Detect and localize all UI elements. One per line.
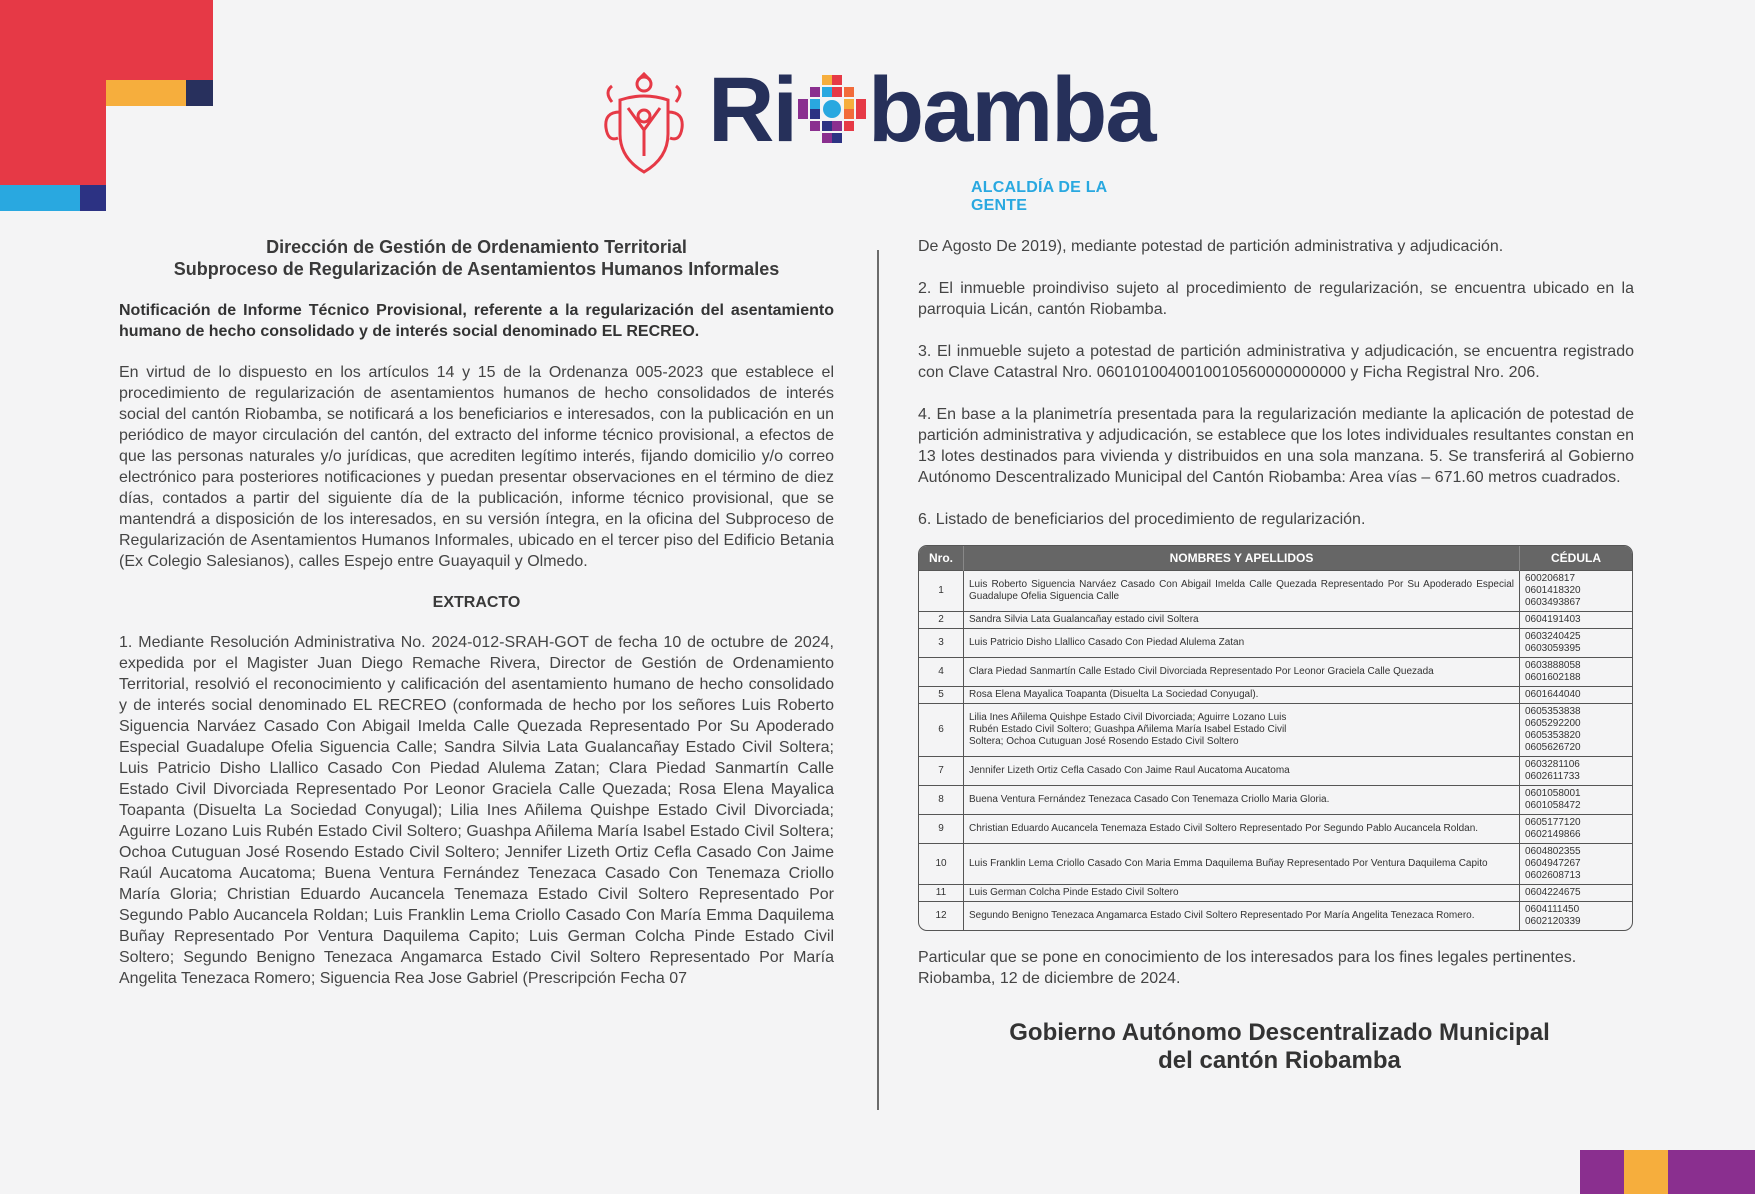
signature-line-1: Gobierno Autónomo Descentralizado Municipal — [1009, 1019, 1550, 1046]
row-number: 9 — [919, 815, 964, 844]
beneficiaries-table — [918, 545, 1633, 931]
decor-cutout — [106, 106, 213, 211]
row-name: Buena Ventura Fernández Tenezaca Casado Con Tenemaza Criollo Maria Gloria. — [964, 786, 1520, 815]
extract-heading: EXTRACTO — [432, 594, 521, 611]
row-number: 4 — [919, 658, 964, 687]
row-cedula: 0604802355 0604947267 0602608713 — [1520, 844, 1633, 885]
left-column — [119, 236, 834, 989]
decor-navy-square — [186, 80, 213, 106]
table-row — [919, 629, 1632, 658]
header-cedula: CÉDULA — [1520, 546, 1633, 571]
closing-paragraph — [918, 947, 1641, 989]
closing-text: Particular que se pone en conocimiento de los interesados para los fines legales pertinentes. — [918, 949, 1577, 966]
table-row — [919, 687, 1632, 704]
row-name: Clara Piedad Sanmartín Calle Estado Civil Divorciada Representado Por Leonor Graciela Calle Quezada — [964, 658, 1520, 687]
row-cedula: 0605353838 0605292200 0605353820 0605626720 — [1520, 704, 1633, 757]
row-number: 11 — [919, 885, 964, 902]
row-cedula: 0605177120 0602149866 — [1520, 815, 1633, 844]
table-row — [919, 815, 1632, 844]
row-number: 8 — [919, 786, 964, 815]
brand-tagline: ALCALDÍA DE LA GENTE — [971, 179, 1107, 214]
row-name: Segundo Benigno Tenezaca Angamarca Estado Civil Soltero Representado Por María Angelita Tenezaca Romero. — [964, 902, 1520, 931]
header-nro: Nro. — [919, 546, 964, 571]
point-3: 3. El inmueble sujeto a potestad de partición administrativa y adjudicación, se encuentra registrado con Clave Catastral Nro. 0601010040010010560000000000 y Ficha Registral Nro. 206. — [918, 343, 1634, 381]
table-row — [919, 885, 1632, 902]
table-row — [919, 658, 1632, 687]
row-cedula: 0603281106 0602611733 — [1520, 757, 1633, 786]
brand-prefix: Ri — [708, 59, 796, 161]
decor-yellow-block — [1624, 1150, 1668, 1194]
riobamba-logo — [598, 59, 1158, 214]
row-name: Luis Patricio Disho Llallico Casado Con Piedad Alulema Zatan — [964, 629, 1520, 658]
coat-of-arms-icon — [598, 72, 690, 180]
table-body — [919, 571, 1632, 931]
row-number: 10 — [919, 844, 964, 885]
table-row — [919, 612, 1632, 629]
date-line: Riobamba, 12 de diciembre de 2024. — [918, 970, 1181, 987]
signature-line-2: del cantón Riobamba — [1158, 1047, 1401, 1074]
row-name: Luis Roberto Siguencia Narváez Casado Con Abigail Imelda Calle Quezada Representado Por Su Apoderado Especial Guadalupe Ofelia Siguencia Calle — [964, 571, 1520, 612]
table-row — [919, 757, 1632, 786]
decor-purple-block-2 — [1668, 1150, 1755, 1194]
row-name: Sandra Silvia Lata Gualancañay estado civil Soltera — [964, 612, 1520, 629]
row-cedula: 0604224675 — [1520, 885, 1633, 902]
right-column — [918, 236, 1634, 1075]
row-name: Rosa Elena Mayalica Toapanta (Disuelta La Sociedad Conyugal). — [964, 687, 1520, 704]
table-row — [919, 704, 1632, 757]
row-name: Lilia Ines Añilema Quishpe Estado Civil Divorciada; Aguirre Lozano Luis Rubén Estado Civil Soltero; Guashpa Añilema María Isabel Estado Civil Soltera; Ochoa Cutuguan José Rosendo Estado Civil Soltero — [964, 704, 1520, 757]
header-names: NOMBRES Y APELLIDOS — [964, 546, 1520, 571]
row-number: 3 — [919, 629, 964, 658]
row-cedula: 0603240425 0603059395 — [1520, 629, 1633, 658]
row-number: 5 — [919, 687, 964, 704]
table-header-row — [919, 546, 1632, 571]
point-4: 4. En base a la planimetría presentada para la regularización mediante la aplicación de potestad de partición administrativa y adjudicación, se establece que los lotes individuales resultantes constan en 13 lotes destinados para vivienda y distribuidos en una sola manzana. 5. Se transferirá al Gobierno Autónomo Descentralizado Municipal del Cantón Riobamba: Area vías – 671.60 metros cuadrados. — [918, 406, 1634, 486]
brand-suffix: bamba — [868, 59, 1155, 161]
row-cedula: 0604191403 — [1520, 612, 1633, 629]
department-title: Dirección de Gestión de Ordenamiento Territorial — [266, 237, 687, 257]
subprocess-title: Subproceso de Regularización de Asentamientos Humanos Informales — [173, 259, 780, 279]
brand-mosaic-icon — [798, 75, 866, 143]
row-number: 12 — [919, 902, 964, 931]
row-cedula: 0604111450 0602120339 — [1520, 902, 1633, 931]
signature-block — [918, 1019, 1641, 1075]
decor-blue-bar — [0, 185, 80, 211]
row-name: Christian Eduardo Aucancela Tenemaza Estado Civil Soltero Representado Por Segundo Pablo Aucancela Roldan. — [964, 815, 1520, 844]
brand-wordmark — [708, 59, 1155, 161]
row-name: Luis German Colcha Pinde Estado Civil Soltero — [964, 885, 1520, 902]
decor-purple-block — [1580, 1150, 1624, 1194]
row-number: 7 — [919, 757, 964, 786]
table-row — [919, 844, 1632, 885]
point-6: 6. Listado de beneficiarios del procedimiento de regularización. — [918, 511, 1366, 528]
column-divider — [877, 250, 879, 1110]
row-cedula: 0601644040 — [1520, 687, 1633, 704]
row-cedula: 0603888058 0601602188 — [1520, 658, 1633, 687]
table-row — [919, 902, 1632, 931]
intro-paragraph: En virtud de lo dispuesto en los artículos 14 y 15 de la Ordenanza 005-2023 que establece el procedimiento de regularización de asentamientos humanos de hecho consolidados de interés social del cantón Riobamba, se notificará a los beneficiarios e interesados, con la publicación en un periódico de mayor circulación del cantón, del extracto del informe técnico provisional, a efectos de que las personas naturales y/o jurídicas, que acrediten legítimo interés, fijando domicilio y/o correo electrónico para posteriores notificaciones y puedan presentar observaciones en el término de diez días, contados a partir del siguiente día de la publicación, informe técnico provisional, que se mantendrá a disposición de los interesados, en su versión íntegra, en la oficina del Subproceso de Regularización de Asentamientos Humanos Informales, ubicado en el tercer piso del Edificio Betania (Ex Colegio Salesianos), calles Espejo entre Guayaquil y Olmedo. — [119, 364, 834, 570]
row-name: Jennifer Lizeth Ortiz Cefla Casado Con Jaime Raul Aucatoma Aucatoma — [964, 757, 1520, 786]
table-row — [919, 786, 1632, 815]
row-number: 1 — [919, 571, 964, 612]
notice-title: Notificación de Informe Técnico Provisional, referente a la regularización del asentamiento humano de hecho consolidado y de interés social denominado EL RECREO. — [119, 302, 834, 340]
decor-yellow-bar — [106, 80, 186, 106]
row-number: 6 — [919, 704, 964, 757]
point-2: 2. El inmueble proindiviso sujeto al procedimiento de regularización, se encuentra ubicado en la parroquia Licán, cantón Riobamba. — [918, 280, 1634, 318]
decor-navy-square-2 — [80, 185, 106, 211]
point-1: 1. Mediante Resolución Administrativa No. 2024-012-SRAH-GOT de fecha 10 de octubre de 2024, expedida por el Magister Juan Diego Remache Rivera, Director de Gestión de Ordenamiento Territorial, resolvió el reconocimiento y calificación del asentamiento humano de hecho consolidado y de interés social denominado EL RECREO (conformada de hecho por los señores Luis Roberto Siguencia Narváez Casado Con Abigail Imelda Calle Quezada Representado Por Su Apoderado Especial Guadalupe Ofelia Siguencia Calle; Sandra Silvia Lata Gualancañay Estado Civil Soltera; Luis Patricio Disho Llallico Casado Con Piedad Alulema Zatan; Clara Piedad Sanmartín Calle Estado Civil Divorciada Representado Por Leonor Graciela Calle Quezada; Rosa Elena Mayalica Toapanta (Disuelta La Sociedad Conyugal); Lilia Ines Añilema Quishpe Estado Civil Divorciada; Aguirre Lozano Luis Rubén Estado Civil Soltero; Guashpa Añilema María Isabel Estado Civil Soltera; Ochoa Cutuguan José Rosendo Estado Civil Soltero; Jennifer Lizeth Ortiz Cefla Casado Con Jaime Raúl Aucatoma Aucatoma; Buena Ventura Fernández Tenezaca Casado Con Tenemaza Criollo María Gloria; Christian Eduardo Aucancela Tenemaza Estado Civil Soltero Representado Por Segundo Pablo Aucancela Roldan; Luis Franklin Lema Criollo Casado Con María Emma Daquilema Buñay Representado Por Ventura Daquilema Capito; Luis German Colcha Pinde Estado Civil Soltero; Segundo Benigno Tenezaca Angamarca Estado Civil Soltero Representado Por María Angelita Tenezaca Romero; Siguencia Rea Jose Gabriel (Prescripción Fecha 07 — [119, 634, 834, 987]
row-name: Luis Franklin Lema Criollo Casado Con Maria Emma Daquilema Buñay Representado Por Ventura Daquilema Capito — [964, 844, 1520, 885]
row-number: 2 — [919, 612, 964, 629]
row-cedula: 0601058001 0601058472 — [1520, 786, 1633, 815]
row-cedula: 600206817 0601418320 0603493867 — [1520, 571, 1633, 612]
point-1-continued: De Agosto De 2019), mediante potestad de partición administrativa y adjudicación. — [918, 238, 1504, 255]
table-row — [919, 571, 1632, 612]
